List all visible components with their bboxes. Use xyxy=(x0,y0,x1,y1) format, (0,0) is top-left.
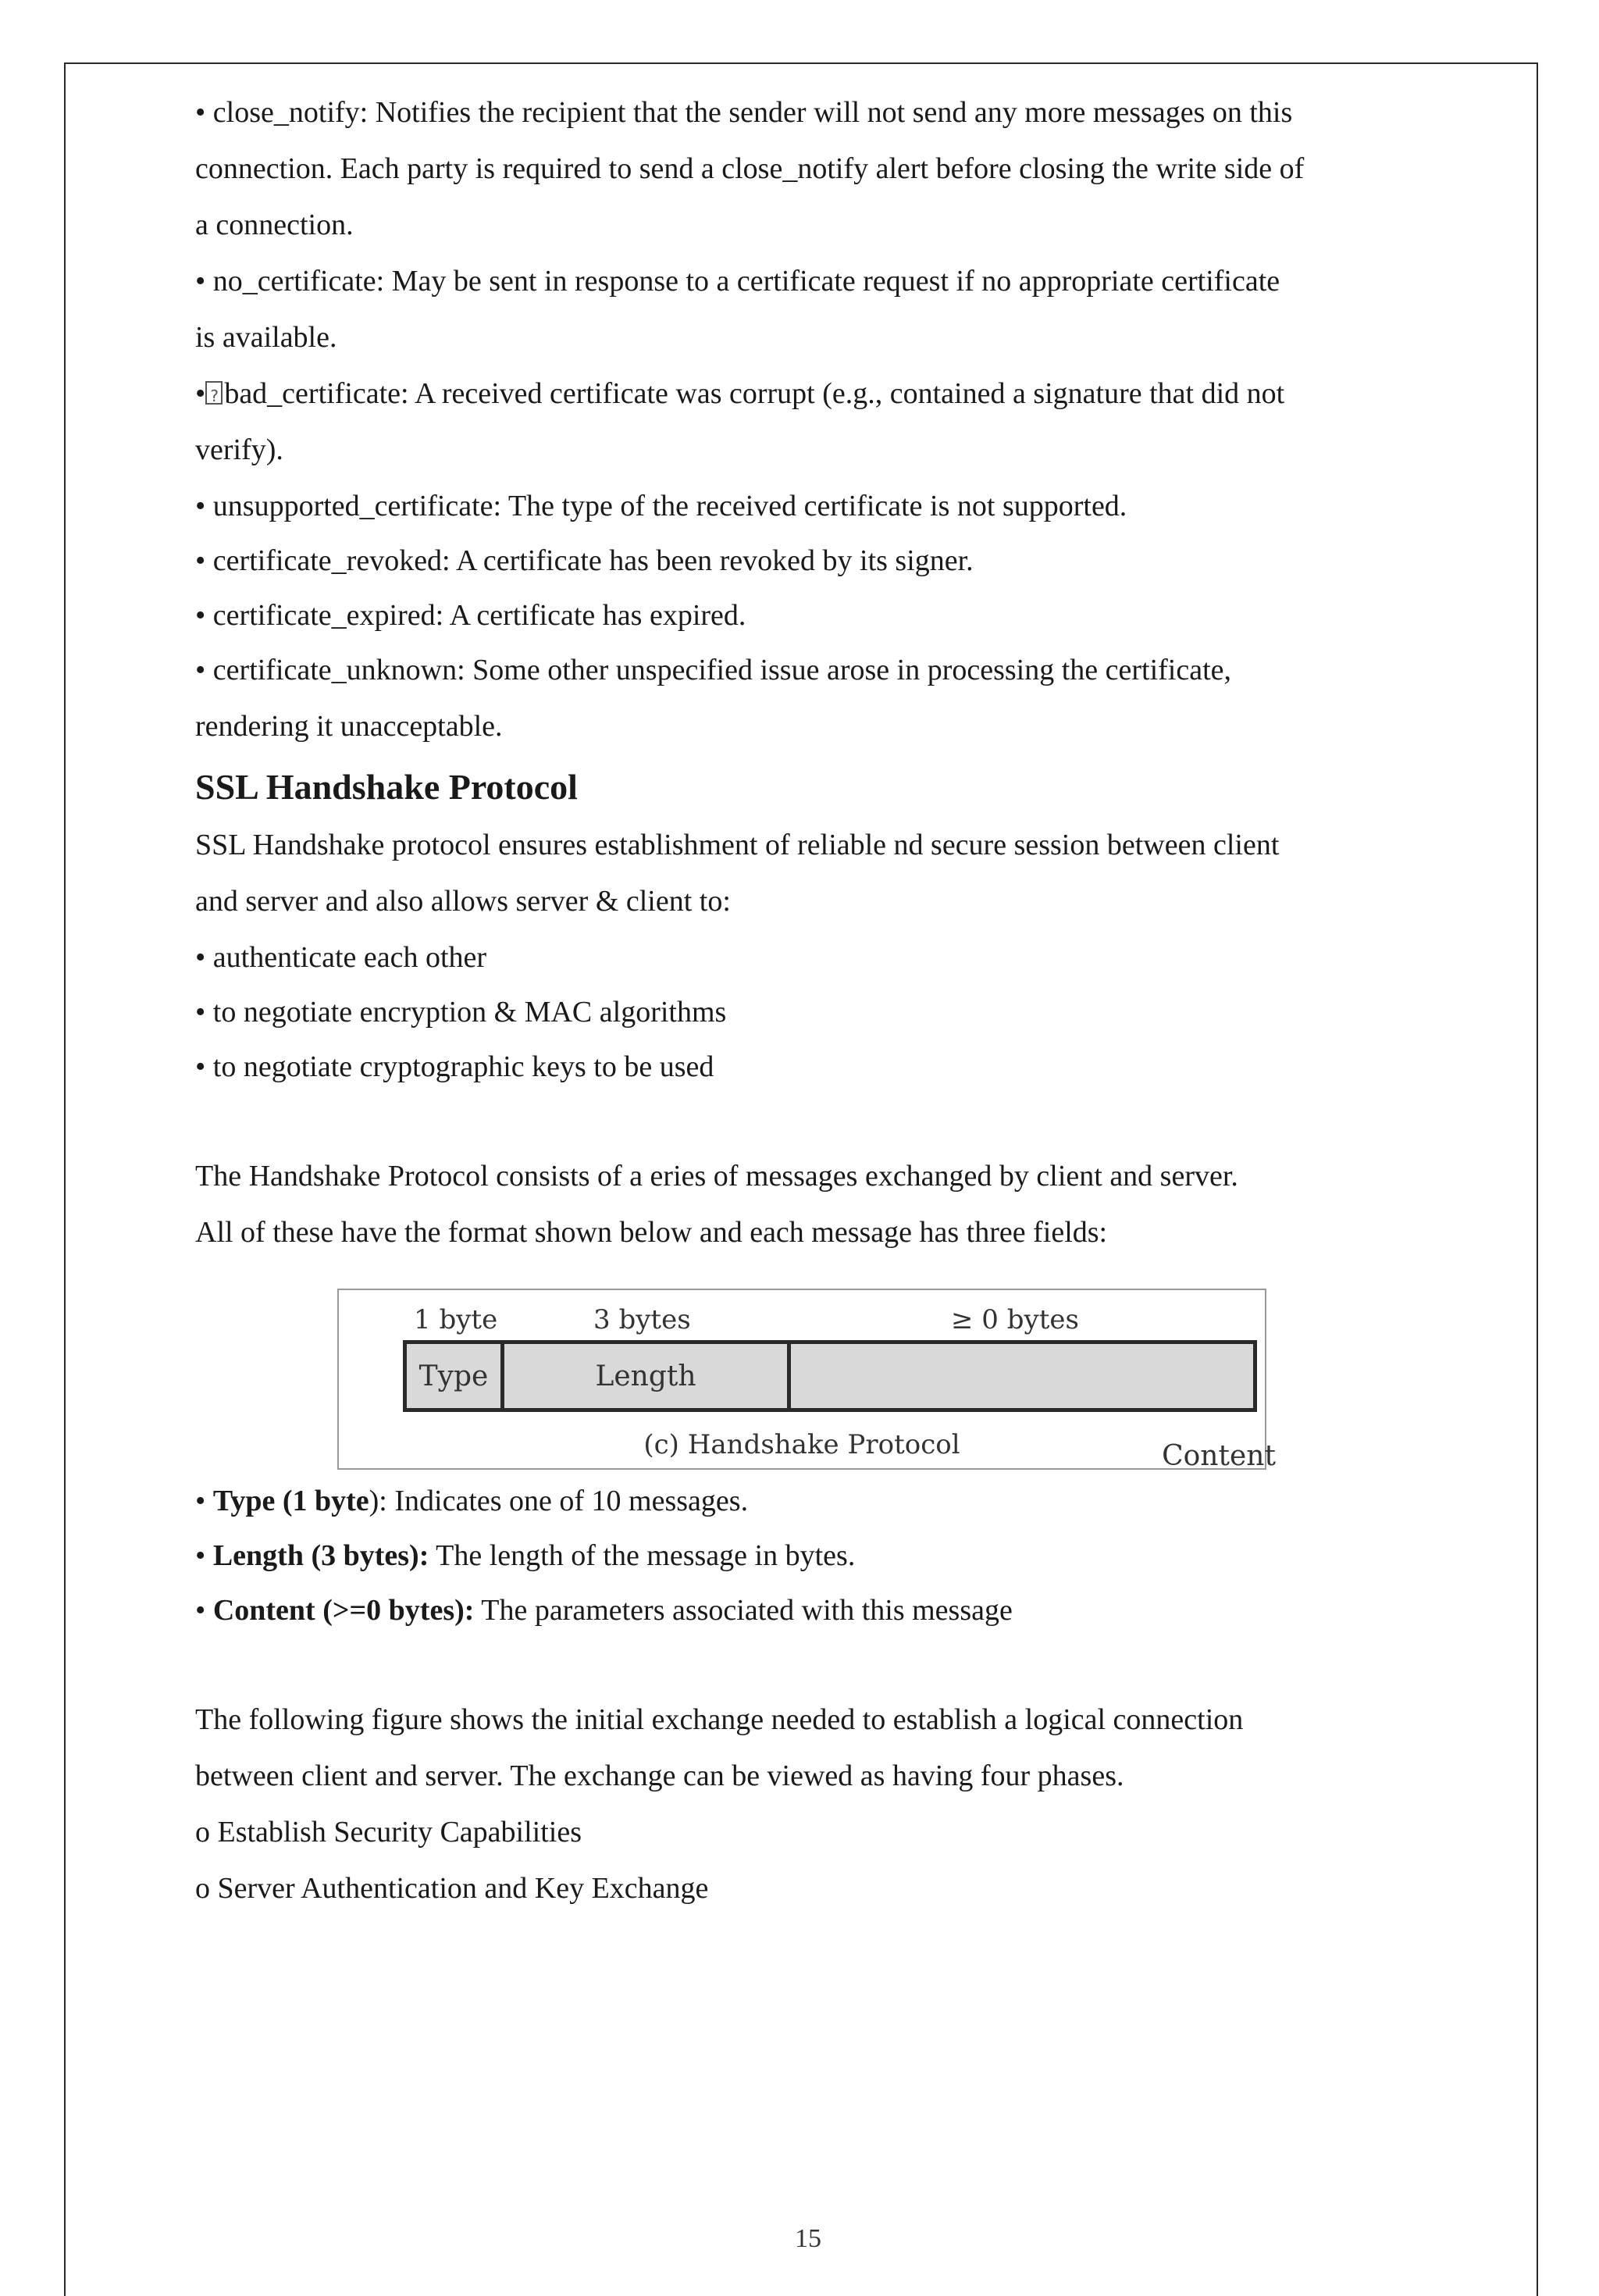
length-size-label: 3 bytes xyxy=(593,1304,691,1335)
phase-item: o Server Authentication and Key Exchange xyxy=(195,1872,709,1905)
field-description: ): Indicates one of 10 messages. xyxy=(369,1485,749,1517)
section-heading: SSL Handshake Protocol xyxy=(195,767,578,807)
paragraph-gap xyxy=(195,1093,1429,1148)
exchange-line: The following figure shows the initial exchange needed to establish a logical connection xyxy=(195,1703,1244,1736)
alert-close-notify xyxy=(195,84,1429,253)
text-line: is available. xyxy=(195,321,337,354)
text-line: •? bad_certificate: A received certificate was corrupt (e.g., contained a signature that did not xyxy=(195,365,1429,422)
alert-certificate-unknown xyxy=(195,642,1429,754)
format-line: The Handshake Protocol consists of a eries of messages exchanged by client and server. xyxy=(195,1160,1238,1193)
field-description: The parameters associated with this message xyxy=(474,1594,1013,1627)
text-line: verify). xyxy=(195,433,283,466)
type-size-label: 1 byte xyxy=(414,1304,498,1335)
alert-unsupported-certificate: • unsupported_certificate: The type of the received certificate is not supported. xyxy=(195,490,1127,522)
field-type: • Type (1 byte): Indicates one of 10 messages. xyxy=(195,1485,749,1517)
handshake-format-figure xyxy=(337,1289,1276,1472)
alert-certificate-expired: • certificate_expired: A certificate has expired. xyxy=(195,599,746,632)
text-line: a connection. xyxy=(195,209,354,241)
text-line: • certificate_unknown: Some other unspecified issue arose in processing the certificate, xyxy=(195,654,1232,686)
alert-bad-certificate xyxy=(195,365,1429,478)
intro-line: SSL Handshake protocol ensures establishment of reliable nd secure session between client xyxy=(195,829,1280,861)
content-size-label: ≥ 0 bytes xyxy=(951,1304,1079,1335)
text-line: • close_notify: Notifies the recipient that the sender will not send any more messages on this xyxy=(195,96,1293,129)
field-label: Content (>=0 bytes): xyxy=(212,1594,475,1627)
type-cell: Type xyxy=(407,1344,504,1408)
missing-glyph-icon xyxy=(205,381,223,405)
field-content: • Content (>=0 bytes): The parameters associated with this message xyxy=(195,1594,1013,1627)
field-label: Length (3 bytes): xyxy=(212,1539,429,1572)
format-line: All of these have the format shown below and each message has three fields: xyxy=(195,1216,1108,1249)
bullet-item: • to negotiate cryptographic keys to be used xyxy=(195,1050,714,1083)
text-line: rendering it unacceptable. xyxy=(195,710,503,743)
field-description: The length of the message in bytes. xyxy=(429,1539,856,1572)
length-cell: Length xyxy=(504,1344,791,1408)
page-number: 15 xyxy=(795,2224,821,2253)
intro-line: and server and also allows server & client to: xyxy=(195,885,731,918)
figure-caption: (c) Handshake Protocol xyxy=(643,1429,960,1460)
field-length: • Length (3 bytes): The length of the message in bytes. xyxy=(195,1539,856,1572)
text-line: connection. Each party is required to send a close_notify alert before closing the write side of xyxy=(195,152,1305,185)
alert-no-certificate xyxy=(195,253,1429,365)
bad-certificate-text: bad_certificate: A received certificate was corrupt (e.g., contained a signature that did not xyxy=(224,377,1285,410)
document-body-lower xyxy=(195,1473,1429,1916)
bullet-item: • to negotiate encryption & MAC algorithms xyxy=(195,996,727,1029)
alert-certificate-revoked: • certificate_revoked: A certificate has been revoked by its signer. xyxy=(195,544,974,577)
document-body xyxy=(195,84,1429,1260)
text-line: • no_certificate: May be sent in response to a certificate request if no appropriate certificate xyxy=(195,265,1280,298)
phase-item: o Establish Security Capabilities xyxy=(195,1816,582,1849)
field-label: Type (1 byte xyxy=(212,1485,369,1517)
exchange-line: between client and server. The exchange can be viewed as having four phases. xyxy=(195,1759,1124,1792)
content-cell: Content xyxy=(1162,1440,1276,1472)
paragraph-gap xyxy=(195,1637,1429,1692)
bullet-item: • authenticate each other xyxy=(195,941,487,974)
